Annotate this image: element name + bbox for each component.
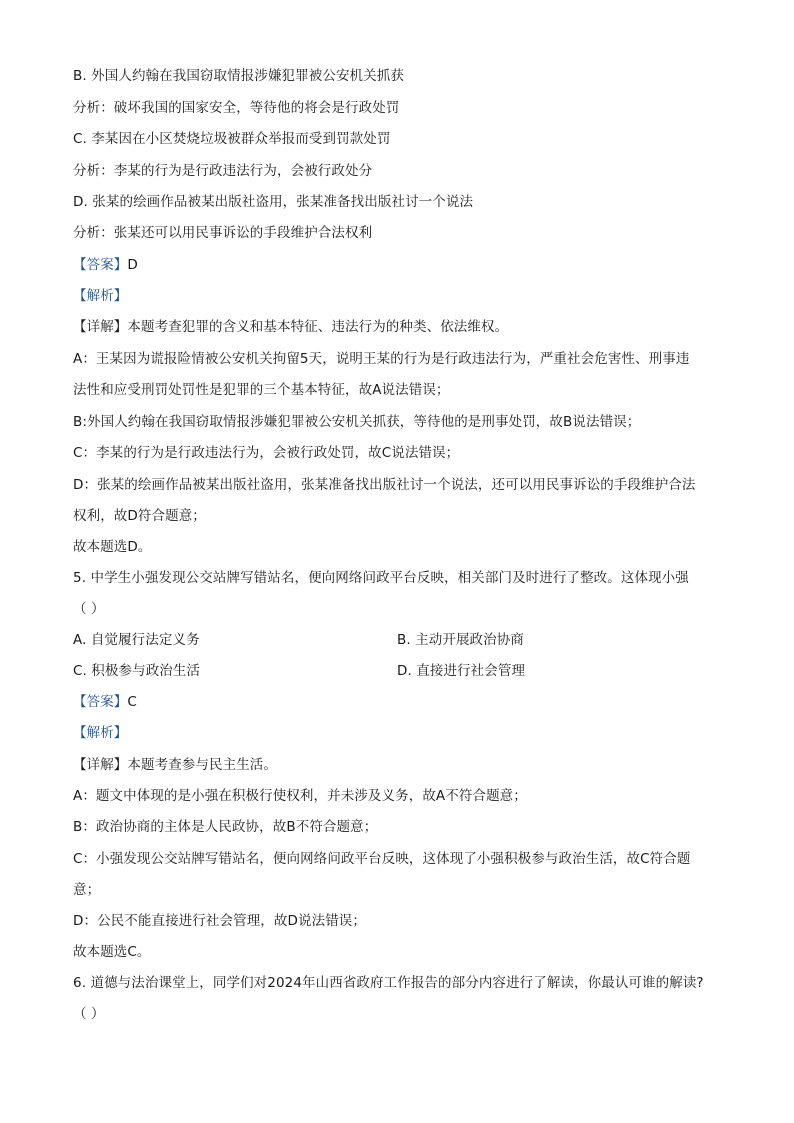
q4-conclusion: 故本题选D。 [73, 539, 152, 555]
q4-explanation-a-line1: A：王某因为谎报险情被公安机关拘留5天，说明王某的行为是行政违法行为，严重社会危害性、刑事违 [73, 351, 690, 367]
q4-option-d: D. 张某的绘画作品被某出版社盗用，张某准备找出版社讨一个说法 [73, 194, 474, 210]
q4-analysis-c: 分析：李某的行为是行政违法行为，会被行政处分 [73, 163, 373, 179]
detail-text: 本题考查参与民主生活。 [127, 757, 278, 773]
q5-detail [73, 756, 277, 774]
detail-text: 本题考查犯罪的含义和基本特征、违法行为的种类、依法维权。 [127, 319, 509, 335]
q5-option-a: A. 自觉履行法定义务 [73, 632, 200, 648]
q5-option-d: D. 直接进行社会管理 [397, 663, 526, 679]
q5-jiexi [73, 724, 127, 742]
q4-answer [73, 256, 138, 274]
q4-analysis-d: 分析：张某还可以用民事诉讼的手段维护合法权利 [73, 225, 373, 241]
q6-stem-line1: 6. 道德与法治课堂上，同学们对2024年山西省政府工作报告的部分内容进行了解读，你最认可谁的解读? [73, 975, 704, 991]
q4-explanation-b: B:外国人约翰在我国窃取情报涉嫌犯罪被公安机关抓获，等待他的是刑事处罚，故B说法错误； [73, 414, 641, 430]
jiexi-tag: 【解析】 [73, 725, 128, 741]
q5-explanation-d: D：公民不能直接进行社会管理，故D说法错误； [73, 913, 366, 929]
q4-explanation-a-line2: 法性和应受刑罚处罚性是犯罪的三个基本特征，故A说法错误； [73, 382, 450, 398]
q5-option-c: C. 积极参与政治生活 [73, 663, 201, 679]
q5-explanation-b: B：政治协商的主体是人民政协，故B不符合题意； [73, 819, 378, 835]
q4-option-c: C. 李某因在小区焚烧垃圾被群众举报而受到罚款处罚 [73, 131, 391, 147]
q4-jiexi [73, 287, 127, 305]
answer-value: C [127, 694, 137, 710]
q4-explanation-c: C：李某的行为是行政违法行为，会被行政处罚，故C说法错误； [73, 445, 460, 461]
q5-option-b: B. 主动开展政治协商 [397, 632, 524, 648]
q5-answer [73, 693, 137, 711]
q5-explanation-c-line1: C：小强发现公交站牌写错站名，便向网络问政平台反映，这体现了小强积极参与政治生活，故C符合题 [73, 851, 691, 867]
q5-conclusion: 故本题选C。 [73, 944, 151, 960]
q5-stem-line1: 5. 中学生小强发现公交站牌写错站名，便向网络问政平台反映，相关部门及时进行了整改。这体现小强 [73, 570, 689, 586]
q5-explanation-c-line2: 意； [73, 882, 101, 898]
answer-value: D [127, 257, 138, 273]
q4-explanation-d-line1: D：张某的绘画作品被某出版社盗用，张某准备找出版社讨一个说法，还可以用民事诉讼的手段维护合法 [73, 477, 696, 493]
detail-tag: 【详解】 [73, 757, 128, 773]
jiexi-tag: 【解析】 [73, 288, 128, 304]
q4-detail [73, 318, 508, 336]
answer-tag: 【答案】 [73, 694, 128, 710]
detail-tag: 【详解】 [73, 319, 128, 335]
q4-option-b: B. 外国人约翰在我国窃取情报涉嫌犯罪被公安机关抓获 [73, 68, 404, 84]
q4-explanation-d-line2: 权利，故D符合题意； [73, 508, 206, 524]
q6-stem-line2: （ ） [73, 1006, 105, 1022]
q5-stem-line2: （ ） [73, 601, 105, 617]
q4-analysis-b: 分析：破坏我国的国家安全，等待他的将会是行政处罚 [73, 100, 400, 116]
answer-tag: 【答案】 [73, 257, 128, 273]
q5-explanation-a: A：题文中体现的是小强在积极行使权利，并未涉及义务，故A不符合题意； [73, 788, 527, 804]
